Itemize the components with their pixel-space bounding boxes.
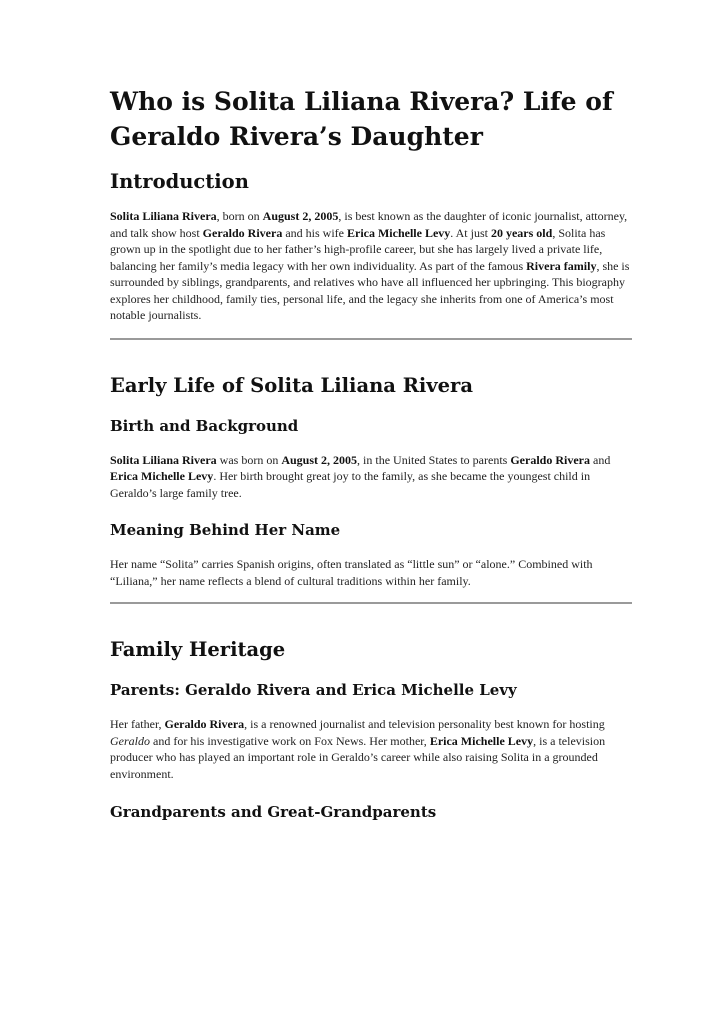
name-meaning-paragraph: Her name “Solita” carries Spanish origins, often translated as “little sun” or “alone.” Combined with “Liliana,” her name reflects a blend of cultural traditions within her family.: [110, 557, 593, 588]
subheading-grandparents: Grandparents and Great-Grandparents: [110, 803, 437, 821]
section-divider: [110, 602, 632, 604]
bold-text: Solita Liliana Rivera: [110, 452, 217, 467]
section-divider: [110, 338, 632, 340]
introduction-paragraph: Solita Liliana Rivera, born on August 2, 2005, is best known as the daughter of iconic journalist, attorney, and talk show host Geraldo Rivera and his wife Erica Michelle Levy. At just 20 years old, Solita has grown up in the spotlight due to her father’s high-profile career, but she has largely lived a private life, balancing her family’s media legacy with her own individuality. As part of the famous Rivera family, she is surrounded by siblings, grandparents, and relatives who have all influenced her upbringing. This biography explores her childhood, family ties, personal life, and the legacy she inherits from one of America’s most notable journalists.: [110, 209, 630, 322]
bold-text: Erica Michelle Levy: [429, 733, 534, 748]
bold-text: Rivera family: [526, 258, 597, 273]
bold-text: Geraldo Rivera: [202, 225, 283, 240]
bold-text: Solita Liliana Rivera: [110, 209, 217, 223]
subheading-parents: Parents: Geraldo Rivera and Erica Michelle Levy: [110, 681, 517, 699]
italic-text: Geraldo: [110, 733, 150, 748]
section-heading-introduction: Introduction: [110, 170, 249, 193]
bold-text: Erica Michelle Levy: [110, 469, 214, 483]
bold-text: Geraldo Rivera: [510, 452, 590, 467]
bold-text: August 2, 2005: [281, 452, 358, 467]
bold-text: August 2, 2005: [262, 209, 339, 223]
subheading-name-meaning: Meaning Behind Her Name: [110, 521, 341, 539]
section-heading-early-life: Early Life of Solita Liliana Rivera: [110, 373, 473, 397]
section-heading-family-heritage: Family Heritage: [110, 638, 286, 661]
birth-paragraph: Solita Liliana Rivera was born on August 2, 2005, in the United States to parents Geraldo Rivera and Erica Michelle Levy. Her birth brought great joy to the family, as she became the youngest child in Geraldo’s large family tree.: [110, 452, 611, 500]
bold-text: Geraldo Rivera: [164, 717, 245, 731]
subheading-birth-background: Birth and Background: [110, 416, 299, 435]
parents-paragraph: Her father, Geraldo Rivera, is a renowned journalist and television personality best known for hosting Geraldo and for his investigative work on Fox News. Her mother, Erica Michelle Levy, is a television producer who has played an important role in Geraldo’s career while also raising Solita in a grounded environment.: [110, 717, 606, 781]
bold-text: Erica Michelle Levy: [346, 225, 451, 240]
bold-text: 20 years old: [490, 225, 553, 240]
page-title: Who is Solita Liliana Rivera? Life of Geraldo Rivera’s Daughter: [110, 87, 613, 151]
document-page: [110, 84, 630, 836]
